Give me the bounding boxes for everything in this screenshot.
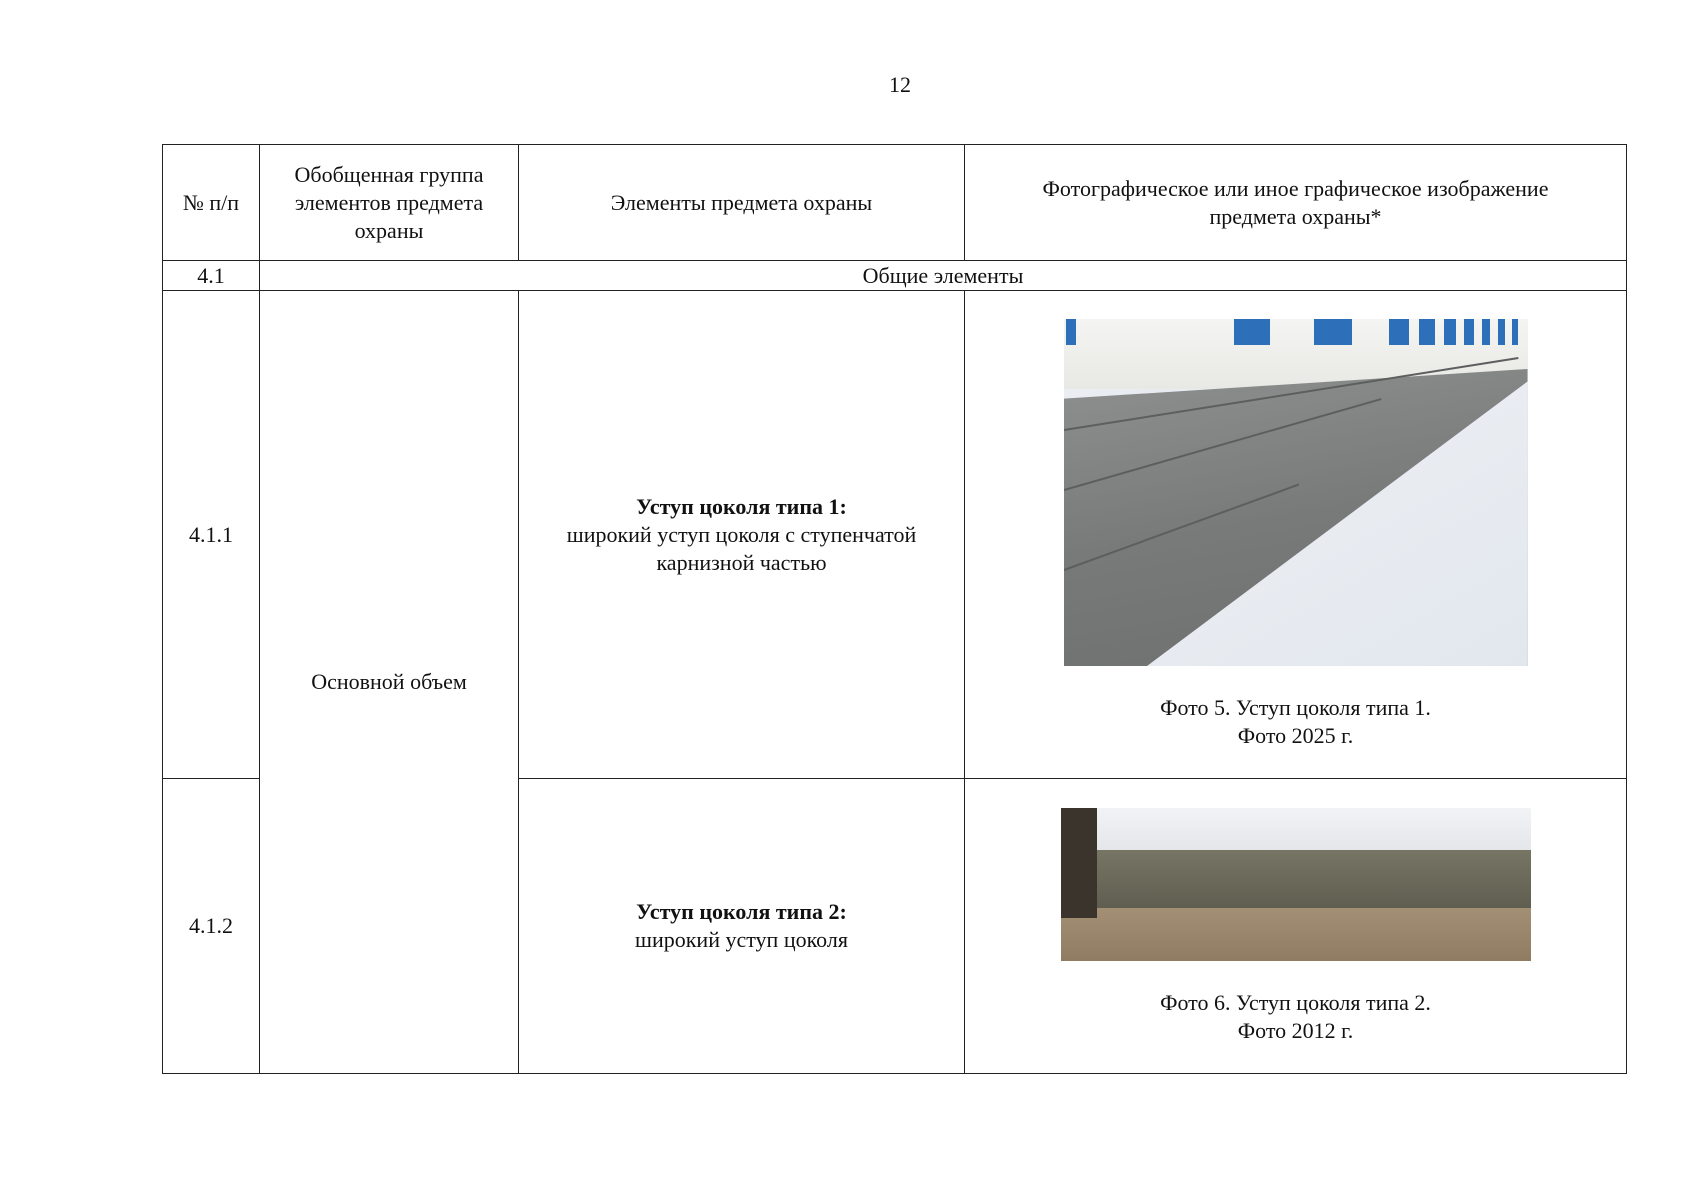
element-title: Уступ цоколя типа 1:: [636, 493, 847, 519]
header-num: № п/п: [163, 145, 260, 261]
image-cell: [965, 779, 1627, 1074]
caption-line-2: Фото 2012 г.: [1237, 1017, 1354, 1043]
element-desc: широкий уступ цоколя с ступенчатой карнизной частью: [566, 521, 917, 575]
header-elements: Элементы предмета охраны: [519, 145, 965, 261]
section-num: 4.1: [163, 261, 260, 291]
caption-line-2: Фото 2025 г.: [1237, 723, 1354, 748]
plinth-photo-2: [1061, 808, 1531, 961]
header-group-text: Обобщенная группа элементов предмета охраны: [294, 161, 484, 243]
table-header-row: [163, 145, 1627, 261]
photo-caption: [1160, 694, 1431, 750]
photo-caption: [1160, 989, 1431, 1045]
protection-table: [162, 144, 1627, 1074]
section-row: [163, 261, 1627, 291]
element-title: Уступ цоколя типа 2:: [636, 899, 847, 924]
plinth-photo-1: [1064, 319, 1528, 666]
element-desc: широкий уступ цоколя: [635, 927, 848, 952]
row-num: 4.1.2: [163, 779, 260, 1074]
group-name: Основной объем: [260, 291, 519, 1074]
header-image-text: Фотографическое или иное графическое изображение предмета охраны*: [1042, 175, 1549, 229]
element-cell: [519, 291, 965, 779]
table-row: [163, 291, 1627, 779]
header-group: [260, 145, 519, 261]
image-cell: [965, 291, 1627, 779]
section-title: Общие элементы: [260, 261, 1627, 291]
element-cell: [519, 779, 965, 1074]
page-number: 12: [889, 72, 911, 97]
row-num: 4.1.1: [163, 291, 260, 779]
caption-line-1: Фото 6. Уступ цоколя типа 2.: [1160, 989, 1431, 1015]
caption-line-1: Фото 5. Уступ цоколя типа 1.: [1160, 695, 1431, 720]
header-image: [965, 145, 1627, 261]
